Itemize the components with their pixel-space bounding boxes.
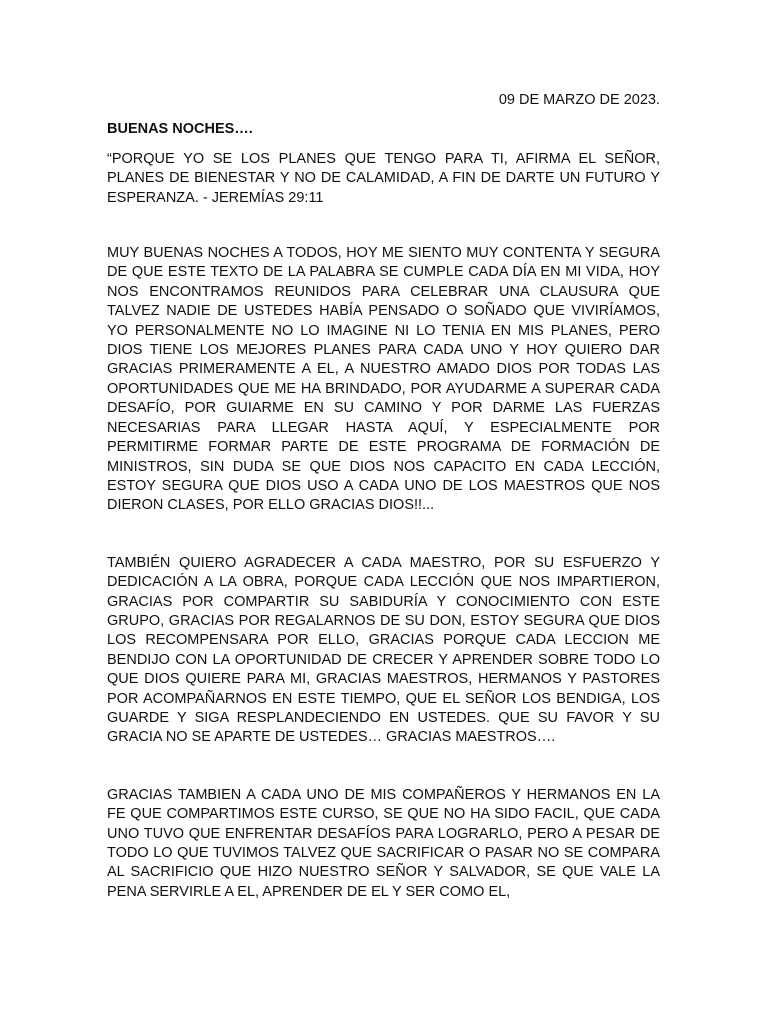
paragraph-gratitude-classmates: GRACIAS TAMBIEN A CADA UNO DE MIS COMPAÑEROS Y HERMANOS EN LA FE QUE COMPARTIMOS ESTE CURSO, SE QUE NO HA SIDO FACIL, QUE CADA UNO TUVO QUE ENFRENTAR DESAFÍOS PARA LOGRARLO, PERO A PESAR DE TODO LO QUE TUVIMOS TALVEZ QUE SACRIFICAR O PASAR NO SE COMPARA AL SACRIFICIO QUE HIZO NUESTRO SEÑOR Y SALVADOR, SE QUE VALE LA PENA SERVIRLE A EL, APRENDER DE EL Y SER COMO EL,	[107, 786, 660, 900]
letter-date: 09 DE MARZO DE 2023.	[498, 92, 660, 108]
paragraph-gratitude-teachers: TAMBIÉN QUIERO AGRADECER A CADA MAESTRO, POR SU ESFUERZO Y DEDICACIÓN A LA OBRA, PORQUE CADA LECCIÓN QUE NOS IMPARTIERON, GRACIAS POR COMPARTIR SU SABIDURÍA Y CONOCIMIENTO CON ESTE GRUPO, GRACIAS POR REGALARNOS DE SU DON, ESTOY SEGURA QUE DIOS LOS RECOMPENSARA POR ELLO, GRACIAS PORQUE CADA LECCION ME BENDIJO CON LA OPORTUNIDAD DE CRECER Y APRENDER SOBRE TODO LO QUE DIOS QUIERE PARA MI, GRACIAS MAESTROS, HERMANOS Y PASTORES POR ACOMPAÑARNOS EN ESTE TIEMPO, QUE EL SEÑOR LOS BENDIGA, LOS GUARDE Y SIGA RESPLANDECIENDO EN USTEDES. QUE SU FAVOR Y SU GRACIA NO SE APARTE DE USTEDES… GRACIAS MAESTROS….	[107, 554, 660, 746]
bible-verse: “PORQUE YO SE LOS PLANES QUE TENGO PARA TI, AFIRMA EL SEÑOR, PLANES DE BIENESTAR Y NO DE CALAMIDAD, A FIN DE DARTE UN FUTURO Y ESPERANZA. - JEREMÍAS 29:11	[107, 150, 660, 206]
document-page	[107, 91, 660, 902]
letter-greeting: BUENAS NOCHES….	[107, 121, 253, 138]
paragraph-gratitude-god: MUY BUENAS NOCHES A TODOS, HOY ME SIENTO MUY CONTENTA Y SEGURA DE QUE ESTE TEXTO DE LA PALABRA SE CUMPLE CADA DÍA EN MI VIDA, HOY NOS ENCONTRAMOS REUNIDOS PARA CELEBRAR UNA CLAUSURA QUE TALVEZ NADIE DE USTEDES HABÍA PENSADO O SOÑADO QUE VIVIRÍAMOS, YO PERSONALMENTE NO LO IMAGINE NI LO TENIA EN MIS PLANES, PERO DIOS TIENE LOS MEJORES PLANES PARA CADA UNO Y HOY QUIERO DAR GRACIAS PRIMERAMENTE A EL, A NUESTRO AMADO DIOS POR TODAS LAS OPORTUNIDADES QUE ME HA BRINDADO, POR AYUDARME A SUPERAR CADA DESAFÍO, POR GUIARME EN SU CAMINO Y POR DARME LAS FUERZAS NECESARIAS PARA LLEGAR HASTA AQUÍ, Y ESPECIALMENTE POR PERMITIRME FORMAR PARTE DE ESTE PROGRAMA DE FORMACIÓN DE MINISTROS, SIN DUDA SE QUE DIOS NOS CAPACITO EN CADA LECCIÓN, ESTOY SEGURA QUE DIOS USO A CADA UNO DE LOS MAESTROS QUE NOS DIERON CLASES, POR ELLO GRACIAS DIOS!!...	[107, 245, 660, 514]
